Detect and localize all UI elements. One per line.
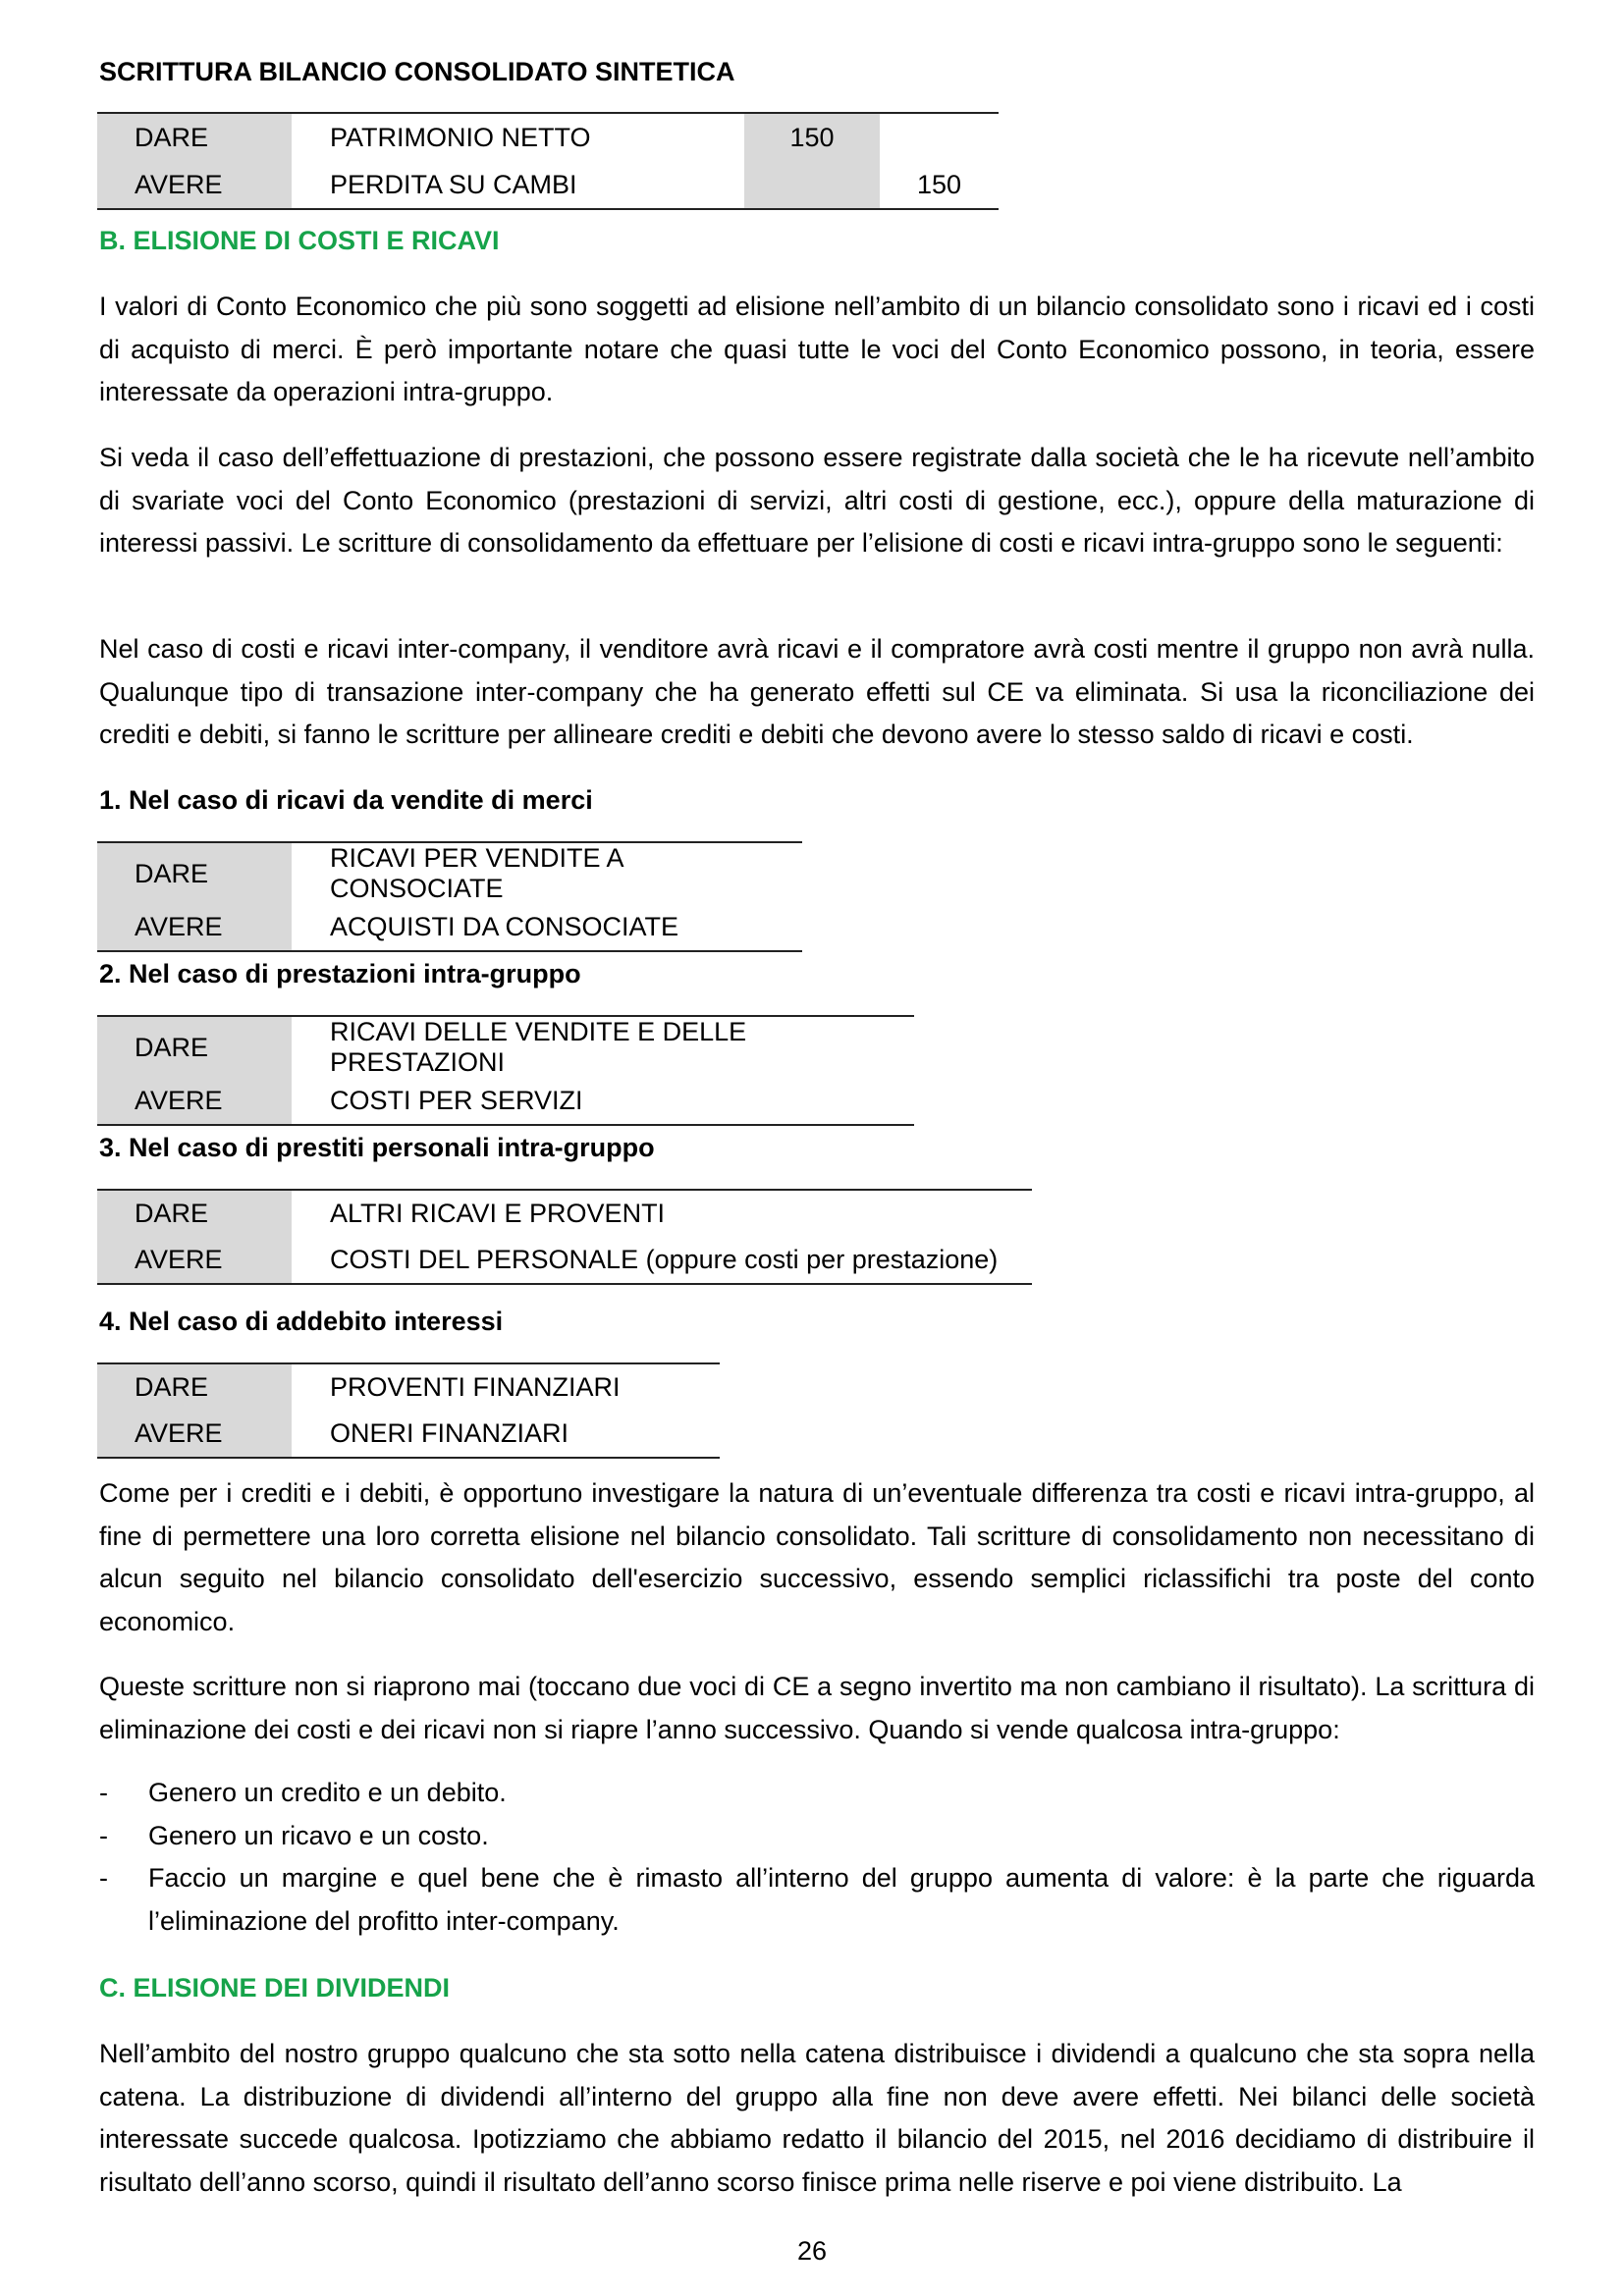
section-b-paragraph-5: Queste scritture non si riaprono mai (toccano due voci di CE a segno invertito ma non cambiano il risultato). La scrittura di eliminazione dei costi e dei ricavi non si riapre l’anno successivo. Quando si vende qualcosa intra-gruppo:: [99, 1672, 1535, 1744]
section-c-paragraph-1: Nell’ambito del nostro gruppo qualcuno che sta sotto nella catena distribuisce i dividendi a qualcuno che sta sopra nella catena. La distribuzione di dividendi all’interno del gruppo alla fine non deve avere effetti. Nei bilanci delle società interessate succede qualcosa. Ipotizziamo che abbiamo redatto il bilancio del 2015, nel 2016 decidiamo di distribuire il risultato dell’anno scorso, quindi il risultato dell’anno scorso finisce prima nelle riserve e poi viene distribuito. La: [99, 2039, 1535, 2197]
case-2-title: 2. Nel caso di prestazioni intra-gruppo: [99, 959, 581, 988]
ledger-case-4: [97, 1362, 720, 1459]
dare-amount-empty: [880, 113, 999, 161]
ledger-case-1: [97, 841, 802, 952]
bullet-text: Genero un credito e un debito.: [148, 1778, 507, 1807]
avere-account: ACQUISTI DA CONSOCIATE: [292, 904, 802, 951]
section-b-paragraph-2: Si veda il caso dell’effettuazione di prestazioni, che possono essere registrate dalla società che le ha ricevute nell’ambito di svariate voci del Conto Economico (prestazioni di servizi, altri costi di gestione, ecc.), oppure della maturazione di interessi passivi. Le scritture di consolidamento da effettuare per l’elisione di costi e ricavi intra-gruppo sono le seguenti:: [99, 443, 1535, 558]
dare-account: PROVENTI FINANZIARI: [292, 1363, 720, 1411]
ledger-row-avere: [97, 1078, 914, 1125]
dare-label: DARE: [97, 1016, 292, 1078]
bullet-text: Faccio un margine e quel bene che è rimasto all’interno del gruppo aumenta di valore: è la parte che riguarda l’eliminazione del profitto inter-company.: [148, 1863, 1535, 1936]
bullet-dash: -: [99, 1863, 108, 1893]
avere-account: PERDITA SU CAMBI: [292, 161, 744, 209]
page-title: SCRITTURA BILANCIO CONSOLIDATO SINTETICA: [99, 57, 735, 86]
list-item: [99, 1772, 1535, 1815]
dare-account: ALTRI RICAVI E PROVENTI: [292, 1190, 1032, 1237]
ledger-case-3: [97, 1189, 1032, 1285]
bullet-list: [99, 1772, 1535, 1943]
bullet-text: Genero un ricavo e un costo.: [148, 1820, 489, 1850]
dare-amount: 150: [744, 113, 880, 161]
case-3-title: 3. Nel caso di prestiti personali intra-gruppo: [99, 1133, 655, 1162]
dare-account: RICAVI DELLE VENDITE E DELLE PRESTAZIONI: [292, 1016, 914, 1078]
dare-label: DARE: [97, 1190, 292, 1237]
case-1-title: 1. Nel caso di ricavi da vendite di merci: [99, 785, 593, 815]
section-b-heading: B. ELISIONE DI COSTI E RICAVI: [99, 226, 500, 255]
avere-label: AVERE: [97, 904, 292, 951]
section-b-paragraph-1: I valori di Conto Economico che più sono soggetti ad elisione nell’ambito di un bilancio consolidato sono i ricavi ed i costi di acquisto di merci. È però importante notare che quasi tutte le voci del Conto Economico possono, in teoria, essere interessate da operazioni intra-gruppo.: [99, 292, 1535, 406]
ledger-row-avere: [97, 1411, 720, 1458]
avere-amount: 150: [880, 161, 999, 209]
ledger-case-2: [97, 1015, 914, 1126]
page-number: 26: [796, 2236, 828, 2266]
list-item: [99, 1857, 1535, 1943]
case-4-title: 4. Nel caso di addebito interessi: [99, 1307, 504, 1336]
ledger-row-avere: [97, 161, 999, 209]
ledger-entry-exchange: [97, 112, 999, 210]
avere-account: COSTI DEL PERSONALE (oppure costi per prestazione): [292, 1237, 1032, 1284]
ledger-row-avere: [97, 1237, 1032, 1284]
bullet-dash: -: [99, 1820, 108, 1850]
ledger-row-dare: [97, 1190, 1032, 1237]
avere-label: AVERE: [97, 161, 292, 209]
ledger-row-dare: [97, 842, 802, 904]
avere-label: AVERE: [97, 1237, 292, 1284]
avere-account: COSTI PER SERVIZI: [292, 1078, 914, 1125]
section-b-paragraph-3: Nel caso di costi e ricavi inter-company, il venditore avrà ricavi e il compratore avrà costi mentre il gruppo non avrà nulla. Qualunque tipo di transazione inter-company che ha generato effetti sul CE va eliminata. Si usa la riconciliazione dei crediti e debiti, si fanno le scritture per allineare crediti e debiti che devono avere lo stesso saldo di ricavi e costi.: [99, 634, 1535, 749]
avere-account: ONERI FINANZIARI: [292, 1411, 720, 1458]
dare-label: DARE: [97, 113, 292, 161]
avere-amount-empty: [744, 161, 880, 209]
dare-account: RICAVI PER VENDITE A CONSOCIATE: [292, 842, 802, 904]
ledger-row-dare: [97, 1363, 720, 1411]
avere-label: AVERE: [97, 1411, 292, 1458]
dare-label: DARE: [97, 1363, 292, 1411]
ledger-row-avere: [97, 904, 802, 951]
dare-account: PATRIMONIO NETTO: [292, 113, 744, 161]
dare-label: DARE: [97, 842, 292, 904]
list-item: [99, 1815, 1535, 1858]
ledger-row-dare: [97, 1016, 914, 1078]
ledger-row-dare: [97, 113, 999, 161]
section-c-heading: C. ELISIONE DEI DIVIDENDI: [99, 1973, 451, 2002]
bullet-dash: -: [99, 1778, 108, 1807]
section-b-paragraph-4: Come per i crediti e i debiti, è opportuno investigare la natura di un’eventuale differenza tra costi e ricavi intra-gruppo, al fine di permettere una loro corretta elisione nel bilancio consolidato. Tali scritture di consolidamento non necessitano di alcun seguito nel bilancio consolidato dell'esercizio successivo, essendo semplici riclassifichi tra poste del conto economico.: [99, 1478, 1535, 1636]
avere-label: AVERE: [97, 1078, 292, 1125]
